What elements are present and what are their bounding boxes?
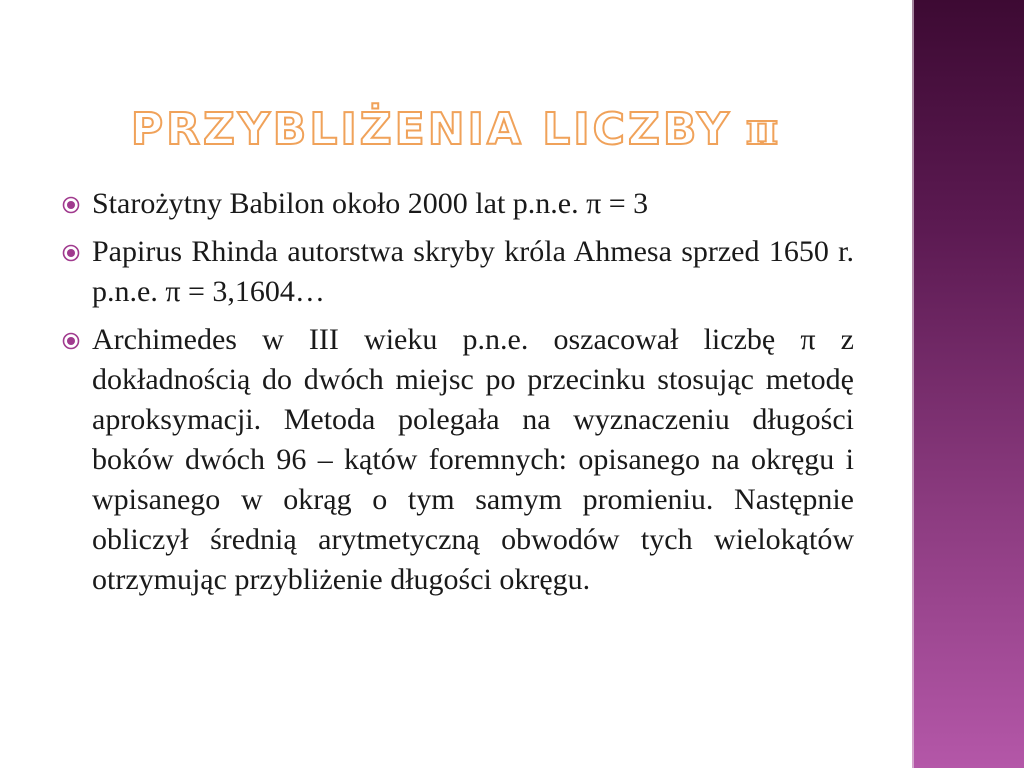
list-item bbox=[62, 232, 854, 312]
slide-title bbox=[0, 100, 912, 160]
circle-bullet-icon bbox=[62, 244, 80, 262]
list-item bbox=[62, 184, 854, 224]
side-band-edge bbox=[912, 0, 914, 768]
list-item bbox=[62, 320, 854, 600]
title-pi-symbol: π bbox=[745, 104, 782, 155]
circle-bullet-icon bbox=[62, 332, 80, 350]
circle-bullet-icon bbox=[62, 196, 80, 214]
bullet-text: Archimedes w III wieku p.n.e. oszacował liczbę π z dokładnością do dwóch miejsc po przecinku stosując metodę aproksymacji. Metoda polegała na wyznaczeniu długości boków dwóch 96 – kątów foremnych: opisanego na okręgu i wpisanego w okrąg o tym samym promieniu. Następnie obliczył średnią arytmetyczną obwodów tych wielokątów otrzymując przybliżenie długości okręgu. bbox=[92, 323, 854, 596]
title-text: PRZYBLIŻENIA LICZBY bbox=[130, 104, 732, 155]
bullet-text: Papirus Rhinda autorstwa skryby króla Ahmesa sprzed 1650 r. p.n.e. π = 3,1604… bbox=[92, 235, 854, 308]
bullet-text: Starożytny Babilon około 2000 lat p.n.e. π = 3 bbox=[92, 187, 649, 220]
decorative-side-band bbox=[912, 0, 1024, 768]
bullet-list bbox=[62, 184, 854, 608]
